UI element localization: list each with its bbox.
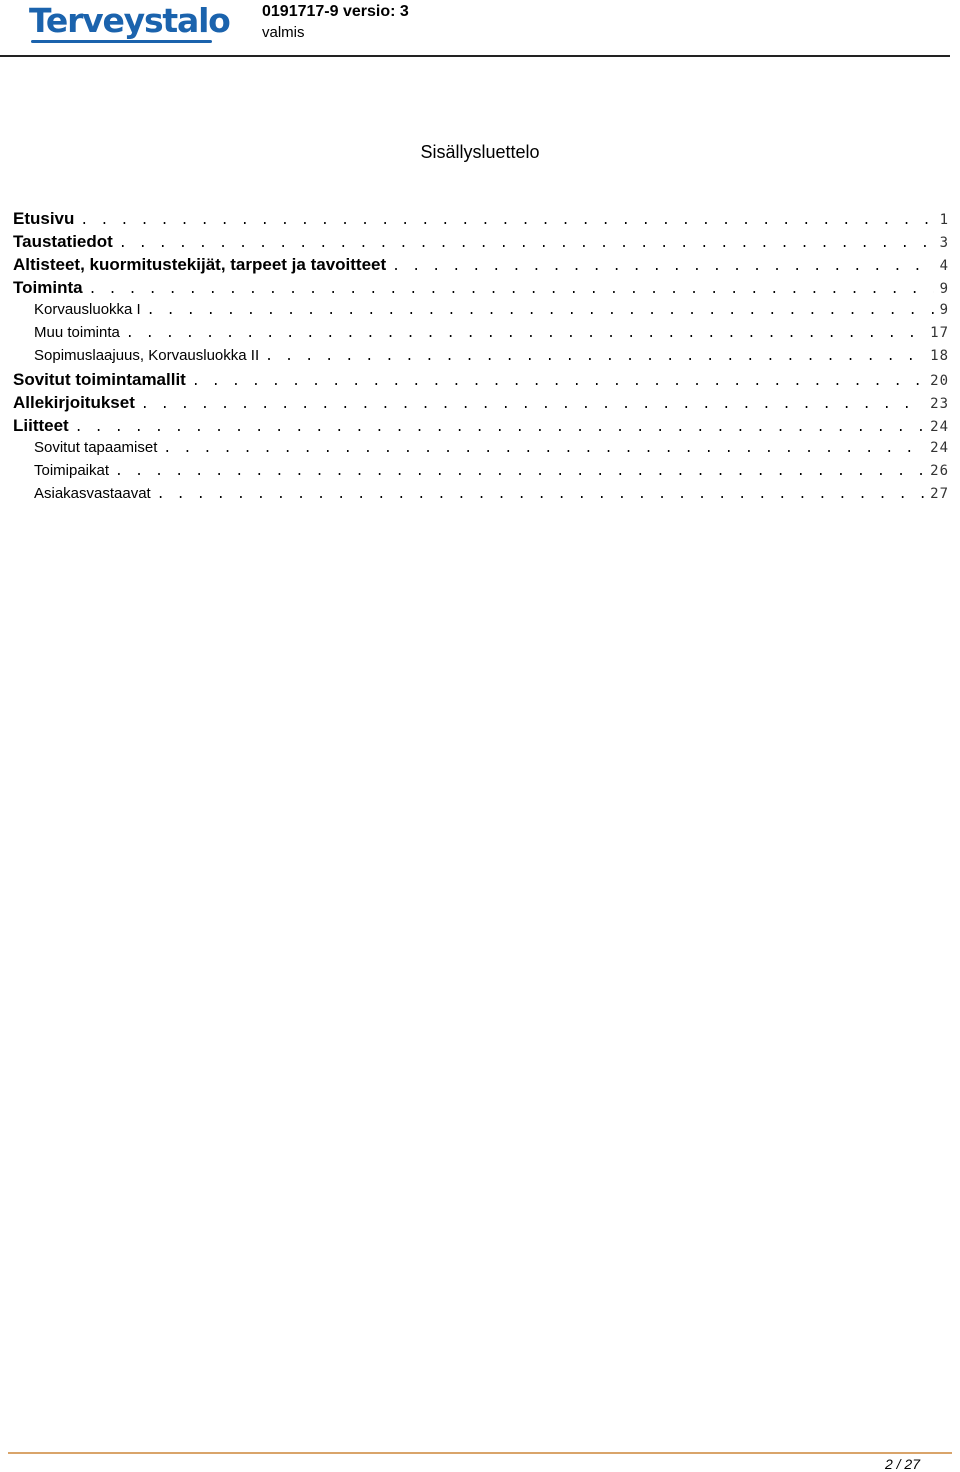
toc-leader-dots: [392, 259, 933, 274]
toc-entry-label: Sovitut tapaamiset: [34, 439, 158, 456]
toc-entry-page: 9: [939, 302, 949, 318]
toc-entry-page: 3: [939, 235, 949, 251]
page-header: [0, 0, 960, 60]
toc-entry-page: 18: [930, 348, 949, 364]
toc-leader-dots: [192, 374, 924, 389]
toc-entry-page: 23: [930, 396, 949, 412]
toc-entry-asiakasvastaavat[interactable]: [13, 485, 949, 508]
terveystalo-logo: Terveystalo: [29, 1, 230, 40]
toc-entry-page: 1: [939, 212, 949, 228]
toc-entry-label: Muu toiminta: [34, 324, 120, 341]
footer-divider: [8, 1452, 952, 1454]
toc-entry-page: 27: [930, 486, 949, 502]
document-id: 0191717-9 versio: 3: [262, 3, 409, 20]
toc-entry-label: Toimipaikat: [34, 462, 110, 479]
toc-entry-page: 24: [930, 440, 949, 456]
toc-leader-dots: [75, 420, 924, 435]
toc-entry-toimipaikat[interactable]: [13, 462, 949, 485]
toc-entry-label: Liitteet: [13, 416, 69, 435]
logo-underline: [31, 40, 212, 43]
toc-title: Sisällysluettelo: [420, 142, 540, 162]
table-of-contents: [13, 209, 949, 508]
toc-leader-dots: [89, 282, 934, 297]
toc-leader-dots: [141, 397, 924, 412]
toc-leader-dots: [265, 349, 924, 364]
toc-entry-page: 9: [939, 281, 949, 297]
toc-leader-dots: [157, 487, 924, 502]
toc-entry-page: 20: [930, 373, 949, 389]
toc-entry-label: Asiakasvastaavat: [34, 485, 151, 502]
toc-entry-label: Taustatiedot: [13, 232, 113, 251]
page-number: 2 / 27: [884, 1456, 920, 1472]
toc-entry-page: 17: [930, 325, 949, 341]
toc-entry-altisteet[interactable]: [13, 255, 949, 278]
toc-entry-label: Altisteet, kuormitustekijät, tarpeet ja tavoitteet: [13, 255, 387, 274]
toc-entry-sovitut-tapaamiset[interactable]: [13, 439, 949, 462]
toc-leader-dots: [147, 303, 934, 318]
toc-entry-label: Allekirjoitukset: [13, 393, 135, 412]
document-status: valmis: [262, 24, 305, 41]
toc-leader-dots: [119, 236, 934, 251]
toc-entry-allekirjoitukset[interactable]: [13, 393, 949, 416]
toc-entry-taustatiedot[interactable]: [13, 232, 949, 255]
toc-entry-label: Etusivu: [13, 209, 75, 228]
header-divider: [0, 55, 950, 57]
toc-entry-toiminta[interactable]: [13, 278, 949, 301]
toc-entry-korvausluokka-i[interactable]: [13, 301, 949, 324]
toc-entry-sovitut-toimintamallit[interactable]: [13, 370, 949, 393]
toc-entry-page: 26: [930, 463, 949, 479]
toc-leader-dots: [80, 213, 933, 228]
toc-leader-dots: [163, 441, 924, 456]
toc-entry-label: Toiminta: [13, 278, 83, 297]
toc-entry-page: 4: [939, 258, 949, 274]
toc-entry-liitteet[interactable]: [13, 416, 949, 439]
toc-entry-page: 24: [930, 419, 949, 435]
toc-leader-dots: [115, 464, 924, 479]
toc-leader-dots: [126, 326, 924, 341]
toc-entry-sopimuslaajuus[interactable]: [13, 347, 949, 370]
toc-entry-etusivu[interactable]: [13, 209, 949, 232]
toc-entry-label: Korvausluokka I: [34, 301, 141, 318]
toc-entry-muu-toiminta[interactable]: [13, 324, 949, 347]
toc-entry-label: Sovitut toimintamallit: [13, 370, 186, 389]
toc-entry-label: Sopimuslaajuus, Korvausluokka II: [34, 347, 260, 364]
